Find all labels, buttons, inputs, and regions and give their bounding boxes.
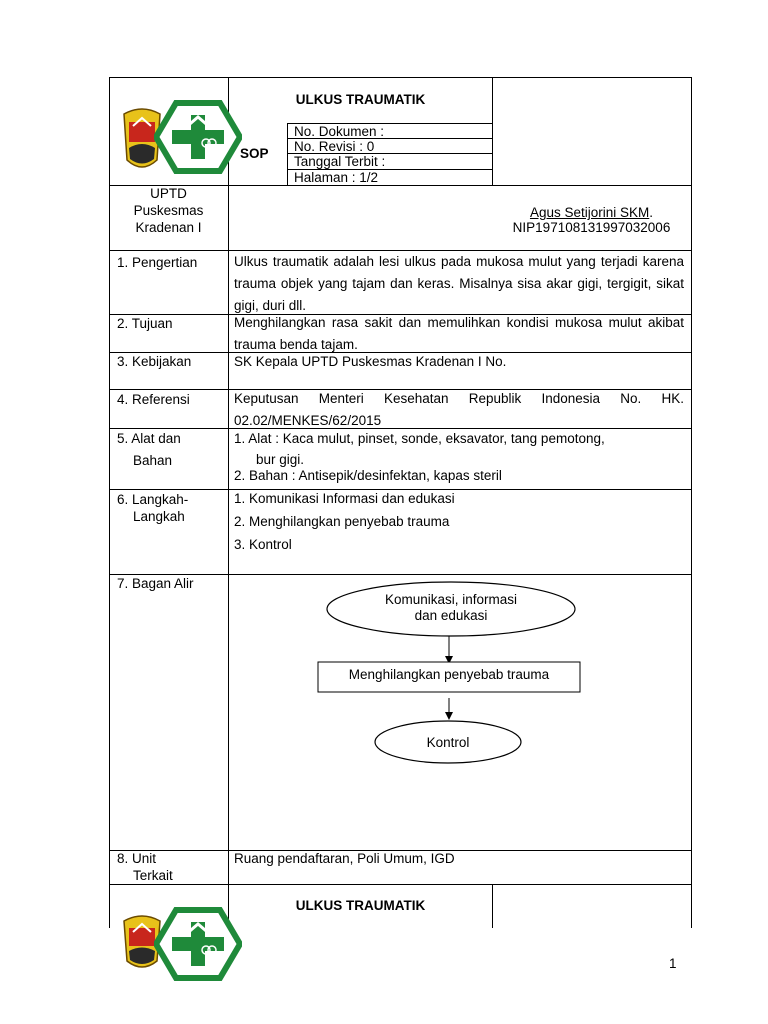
tujuan-text: Menghilangkan rasa sakit dan memulihkan kondisi mukosa mulut akibat trauma benda tajam. [234,315,684,352]
puskesmas-logo [154,906,242,982]
flow-node-3-text: Kontrol [426,735,470,750]
referensi-label: 4. Referensi [117,392,190,407]
langkah-step: 1. Komunikasi Informasi dan edukasi [234,491,455,506]
sop-label: SOP [240,146,269,161]
signer-nip: NIP197108131997032006 [512,220,671,235]
referensi-text: Keputusan Menteri Kesehatan Republik Indonesia No. HK. 02.02/MENKES/62/2015 [234,391,684,428]
bagan-label: 7. Bagan Alir [117,576,194,591]
page-number: 1 [669,956,677,971]
alat-label: Bahan [133,453,173,468]
document-title: ULKUS TRAUMATIK [295,92,426,107]
alat-line: 1. Alat : Kaca mulut, pinset, sonde, eksavator, tang pemotong, [234,431,605,446]
doc-field-date: Tanggal Terbit : [294,154,386,169]
langkah-step: 3. Kontrol [234,537,292,552]
tujuan-label: 2. Tujuan [117,316,173,331]
unit-label: Terkait [133,868,173,883]
alat-label: 5. Alat dan [117,431,181,446]
signer-period: . [649,205,654,220]
unit-label: 8. Unit [117,851,157,866]
footer-title: ULKUS TRAUMATIK [295,898,426,913]
langkah-step: 2. Menghilangkan penyebab trauma [234,514,450,529]
org-line: Puskesmas [133,203,204,218]
alat-line: bur gigi. [256,452,305,467]
doc-field-page: Halaman : 1/2 [294,170,379,185]
flow-node-2-text: Menghilangkan penyebab trauma [348,667,550,682]
pengertian-label: 1. Pengertian [117,255,198,270]
doc-field-number: No. Dokumen : [294,124,385,139]
unit-text: Ruang pendaftaran, Poli Umum, IGD [234,851,455,866]
flow-node-1-text: Komunikasi, informasi [384,592,518,607]
pengertian-text: Ulkus traumatik adalah lesi ulkus pada mukosa mulut yang terjadi karena trauma objek yang tajam dan keras. Misalnya sisa akar gigi, tergigit, sikat gigi, duri dll. [234,254,684,313]
kebijakan-label: 3. Kebijakan [117,354,192,369]
langkah-label: Langkah [133,509,185,524]
kebijakan-text: SK Kepala UPTD Puskesmas Kradenan I No. [234,354,507,369]
flowchart-arrowhead [445,712,453,720]
doc-field-revision: No. Revisi : 0 [294,139,375,154]
signer-name: Agus Setijorini SKM [529,205,650,220]
org-line: Kradenan I [135,220,202,235]
flow-node-1-text: dan edukasi [414,608,488,623]
org-line: UPTD [150,186,187,201]
bahan-line: 2. Bahan : Antisepik/desinfektan, kapas steril [234,468,502,483]
langkah-label: 6. Langkah- [117,492,189,507]
